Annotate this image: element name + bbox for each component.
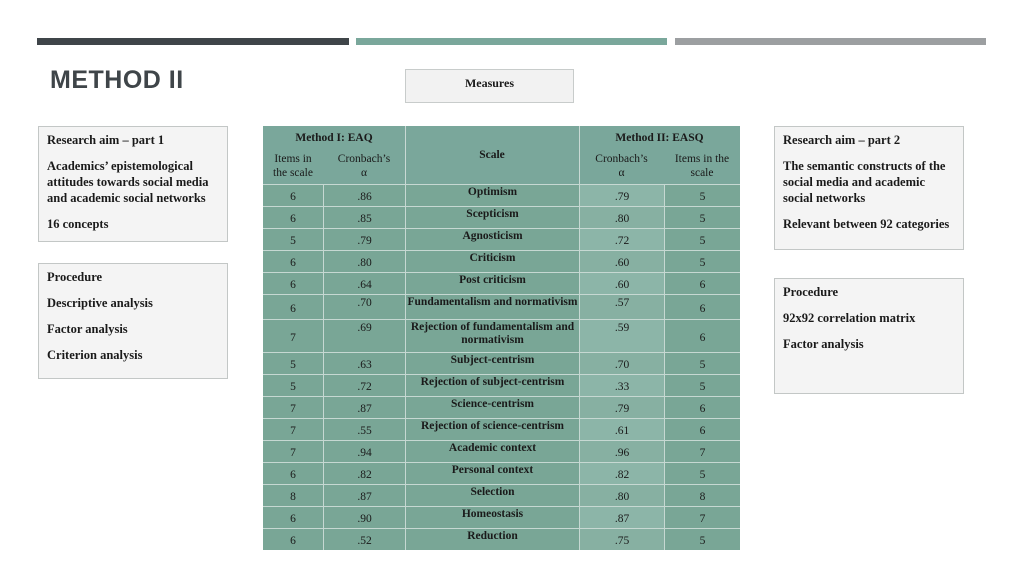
- items-method2-cell: 6: [664, 295, 740, 319]
- items-method1-cell: 6: [290, 513, 296, 525]
- items-method1-cell: 6: [290, 279, 296, 291]
- scale-name-cell: Personal context: [405, 463, 579, 484]
- items-method1-cell: 5: [290, 235, 296, 247]
- table-row: [263, 319, 740, 352]
- scales-table: [263, 126, 740, 550]
- alpha-method1-cell: .70: [323, 295, 405, 319]
- research-aim-part1-desc: Academics’ epistemological attitudes towards social media and academic social networks: [47, 159, 209, 205]
- alpha-method2-cell: .96: [579, 441, 664, 462]
- alpha1-header-label: Cronbach’s: [337, 153, 391, 165]
- scale-header: Scale: [479, 149, 505, 161]
- items-method2-cell: 5: [664, 353, 740, 374]
- alpha-method1-cell: .82: [323, 463, 405, 484]
- table-row: [263, 528, 740, 550]
- table-header: [263, 126, 740, 184]
- scale-name-cell: Rejection of subject-centrism: [405, 375, 579, 396]
- items1-header: Items in the scale: [273, 153, 313, 179]
- top-bar-gray: [675, 38, 986, 45]
- items-method2-cell: 8: [664, 485, 740, 506]
- items-method2-cell: 7: [664, 507, 740, 528]
- alpha-method2-cell: .79: [579, 397, 664, 418]
- method1-header: Method I: EAQ: [295, 132, 373, 144]
- scale-name-cell: Academic context: [405, 441, 579, 462]
- alpha-method1-cell: .86: [323, 185, 405, 206]
- alpha-method1-cell: .85: [323, 207, 405, 228]
- items-method2-cell: 5: [664, 463, 740, 484]
- research-aim-part1-count: 16 concepts: [47, 217, 109, 231]
- research-aim-part1-box: [38, 126, 228, 242]
- items-method2-cell: 5: [664, 375, 740, 396]
- scale-name-cell: Fundamentalism and normativism: [405, 295, 579, 319]
- alpha-method1-cell: .79: [323, 229, 405, 250]
- alpha-method1-cell: .69: [323, 320, 405, 352]
- method2-header: Method II: EASQ: [615, 132, 704, 144]
- top-bar-teal: [356, 38, 667, 45]
- table-row: [263, 228, 740, 250]
- items-method2-cell: 6: [664, 273, 740, 294]
- items-method2-cell: 5: [664, 185, 740, 206]
- table-body: [263, 184, 740, 550]
- scale-name-cell: Reduction: [405, 529, 579, 550]
- scale-name-cell: Selection: [405, 485, 579, 506]
- research-aim-part2-heading: Research aim – part 2: [783, 133, 901, 147]
- items-method2-cell: 7: [664, 441, 740, 462]
- scale-name-cell: Science-centrism: [405, 397, 579, 418]
- items-method1-cell: 7: [290, 332, 296, 344]
- table-row: [263, 440, 740, 462]
- alpha-method1-cell: .94: [323, 441, 405, 462]
- alpha-method2-cell: .80: [579, 485, 664, 506]
- research-aim-part2-relevant: Relevant between 92 categories: [783, 217, 950, 231]
- table-row: [263, 506, 740, 528]
- alpha2-header: [581, 152, 662, 180]
- procedure-left-heading: Procedure: [47, 270, 103, 284]
- alpha-method1-cell: .80: [323, 251, 405, 272]
- items-method2-cell: 6: [664, 320, 740, 352]
- table-row: [263, 484, 740, 506]
- scale-name-cell: Optimism: [405, 185, 579, 206]
- alpha-method2-cell: .80: [579, 207, 664, 228]
- procedure-left-item: Criterion analysis: [47, 348, 143, 362]
- items-method1-cell: 5: [290, 359, 296, 371]
- procedure-left-item: Descriptive analysis: [47, 296, 153, 310]
- procedure-right-item: 92x92 correlation matrix: [783, 311, 916, 325]
- items-method2-cell: 6: [664, 397, 740, 418]
- items2-header: Items in the scale: [674, 153, 730, 179]
- table-row: [263, 374, 740, 396]
- alpha-method1-cell: .55: [323, 419, 405, 440]
- research-aim-part2-desc: The semantic constructs of the social media and academic social networks: [783, 159, 946, 205]
- scale-name-cell: Criticism: [405, 251, 579, 272]
- top-bar-dark: [37, 38, 349, 45]
- items-method1-cell: 6: [290, 213, 296, 225]
- scale-name-cell: Subject-centrism: [405, 353, 579, 374]
- procedure-left-box: [38, 263, 228, 379]
- alpha-method1-cell: .87: [323, 397, 405, 418]
- slide-title: METHOD II: [50, 66, 184, 94]
- table-row: [263, 462, 740, 484]
- alpha-method1-cell: .72: [323, 375, 405, 396]
- procedure-left-item: Factor analysis: [47, 322, 128, 336]
- alpha-method2-cell: .82: [579, 463, 664, 484]
- research-aim-part1-heading: Research aim – part 1: [47, 133, 165, 147]
- table-row: [263, 396, 740, 418]
- scale-name-cell: Agnosticism: [405, 229, 579, 250]
- alpha-method2-cell: .57: [579, 295, 664, 319]
- alpha-method2-cell: .60: [579, 251, 664, 272]
- items-method1-cell: 6: [290, 303, 296, 315]
- table-row: [263, 206, 740, 228]
- alpha1-header: [325, 152, 403, 180]
- alpha-method1-cell: .87: [323, 485, 405, 506]
- alpha2-header-symbol: α: [618, 167, 625, 179]
- alpha-method2-cell: .60: [579, 273, 664, 294]
- items-method1-cell: 6: [290, 191, 296, 203]
- scale-name-cell: Scepticism: [405, 207, 579, 228]
- items-method1-cell: 6: [290, 469, 296, 481]
- alpha-method2-cell: .59: [579, 320, 664, 352]
- measures-label: Measures: [405, 69, 574, 103]
- procedure-right-box: [774, 278, 964, 394]
- alpha1-header-symbol: α: [360, 167, 368, 179]
- items-method1-cell: 6: [290, 535, 296, 547]
- table-row: [263, 184, 740, 206]
- items-method2-cell: 5: [664, 251, 740, 272]
- alpha-method2-cell: .75: [579, 529, 664, 550]
- procedure-right-item: Factor analysis: [783, 337, 864, 351]
- table-row: [263, 250, 740, 272]
- items-method2-cell: 5: [664, 529, 740, 550]
- table-row: [263, 272, 740, 294]
- scale-name-cell: Rejection of science-centrism: [405, 419, 579, 440]
- alpha-method2-cell: .33: [579, 375, 664, 396]
- table-row: [263, 418, 740, 440]
- alpha-method2-cell: .70: [579, 353, 664, 374]
- items-method2-cell: 5: [664, 229, 740, 250]
- alpha-method1-cell: .90: [323, 507, 405, 528]
- items-method1-cell: 7: [290, 447, 296, 459]
- alpha-method1-cell: .52: [323, 529, 405, 550]
- items-method1-cell: 8: [290, 491, 296, 503]
- alpha2-header-label: Cronbach’s: [595, 153, 648, 165]
- items-method2-cell: 5: [664, 207, 740, 228]
- alpha-method1-cell: .63: [323, 353, 405, 374]
- research-aim-part2-box: [774, 126, 964, 250]
- alpha-method2-cell: .87: [579, 507, 664, 528]
- items-method1-cell: 5: [290, 381, 296, 393]
- items-method1-cell: 7: [290, 403, 296, 415]
- alpha-method2-cell: .79: [579, 185, 664, 206]
- items-method2-cell: 6: [664, 419, 740, 440]
- scale-name-cell: Rejection of fundamentalism and normativism: [405, 320, 579, 352]
- items-method1-cell: 7: [290, 425, 296, 437]
- items-method1-cell: 6: [290, 257, 296, 269]
- scale-name-cell: Post criticism: [405, 273, 579, 294]
- alpha-method2-cell: .61: [579, 419, 664, 440]
- scale-name-cell: Homeostasis: [405, 507, 579, 528]
- table-row: [263, 352, 740, 374]
- alpha-method1-cell: .64: [323, 273, 405, 294]
- table-row: [263, 294, 740, 319]
- alpha-method2-cell: .72: [579, 229, 664, 250]
- procedure-right-heading: Procedure: [783, 285, 839, 299]
